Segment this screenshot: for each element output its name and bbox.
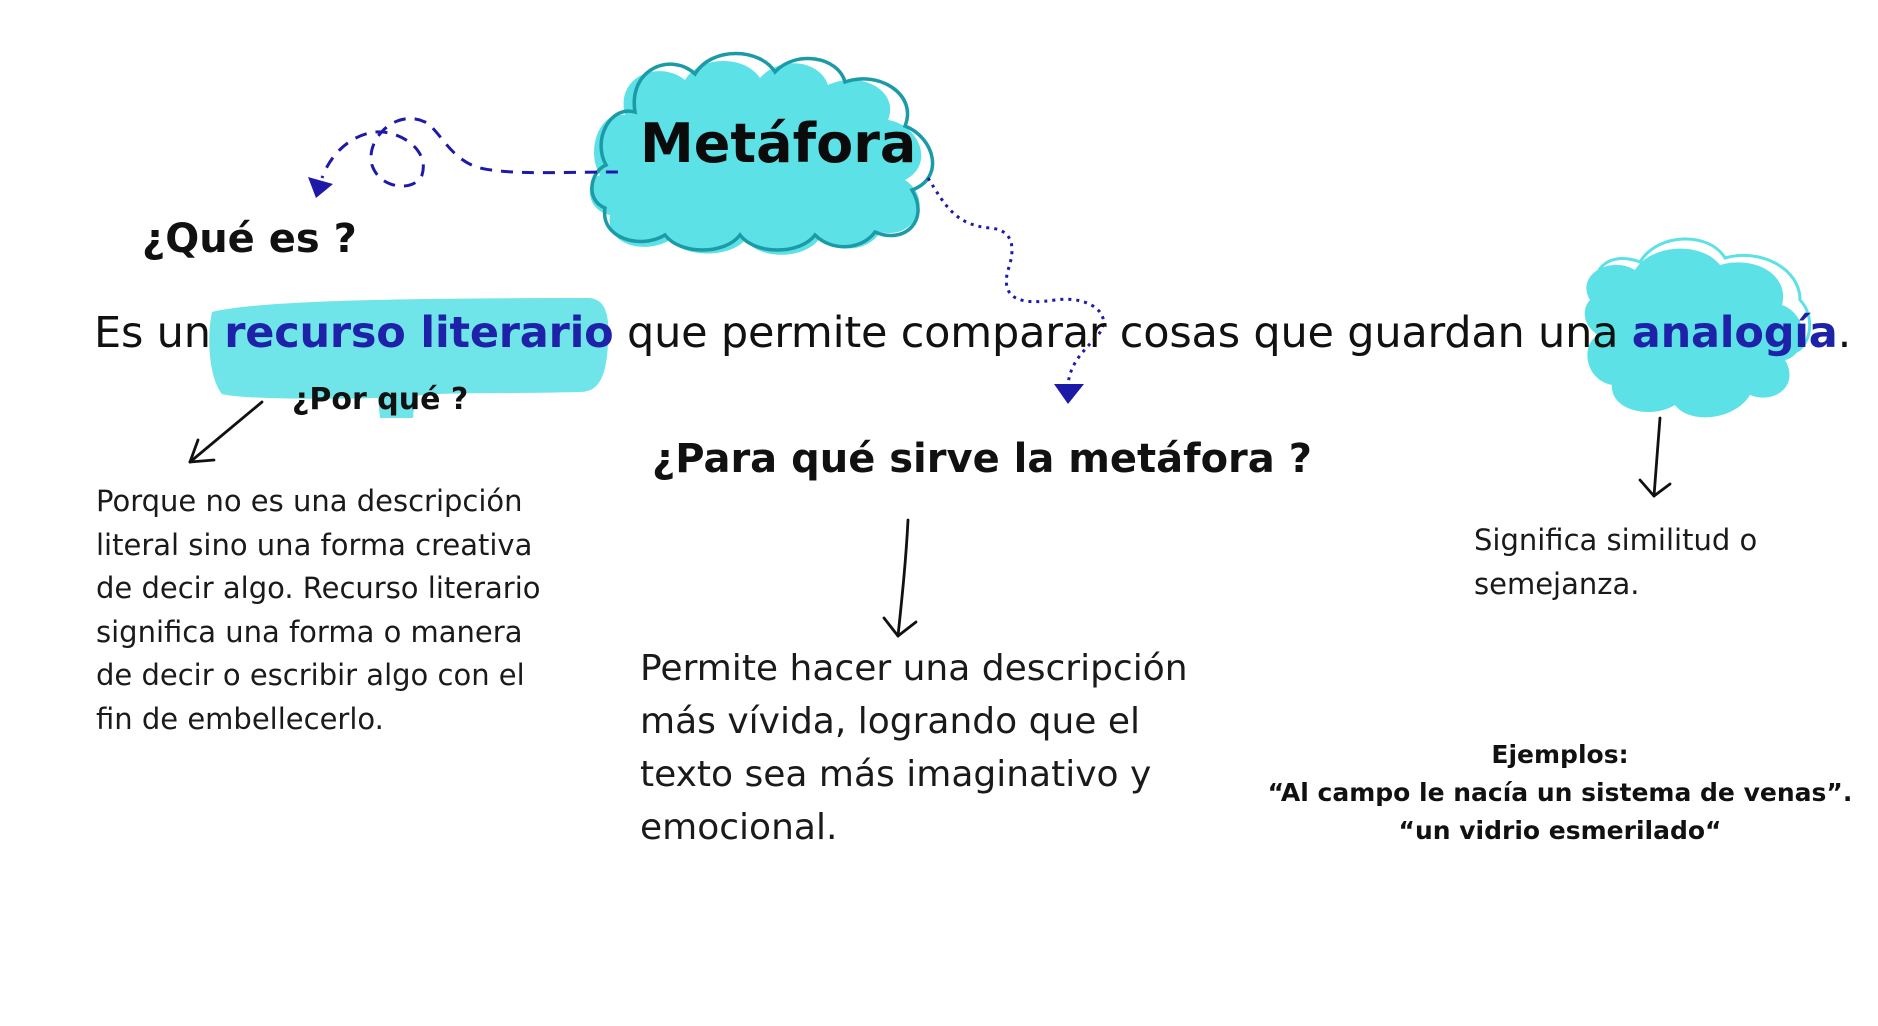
examples-heading: Ejemplos:	[1491, 740, 1629, 769]
examples-block	[1240, 736, 1878, 850]
example-1: “Al campo le nacía un sistema de venas”.	[1267, 778, 1853, 807]
definition-sentence	[94, 308, 1851, 358]
definition-part-3: .	[1837, 308, 1852, 358]
dotted-curly-arrow-icon	[928, 178, 1103, 404]
question-purpose-heading: ¿Para qué sirve la metáfora ?	[652, 436, 1312, 482]
purpose-answer-text: Permite hacer una descripción más vívida, logrando que el texto sea más imaginativo y emocional.	[640, 648, 1188, 848]
arrow-to-why-answer-icon	[190, 402, 262, 462]
why-answer-text: Porque no es una descripción literal sino una forma creativa de decir algo. Recurso literario significa una forma o manera de decir o escribir algo con el fin de embellecerlo.	[96, 484, 541, 736]
highlight-analogia: analogía	[1631, 308, 1838, 358]
definition-part-1: Es un	[94, 308, 225, 358]
arrow-to-purpose-answer-icon	[884, 520, 916, 636]
dashed-curly-arrow-icon	[308, 119, 618, 198]
question-what-heading: ¿Qué es ?	[142, 216, 357, 262]
arrow-to-analogy-meaning-icon	[1640, 418, 1670, 496]
question-why-heading: ¿Por qué ?	[292, 382, 469, 417]
example-2: “un vidrio esmerilado“	[1398, 816, 1722, 845]
analogy-meaning-text: Significa similitud o semejanza.	[1474, 523, 1758, 601]
definition-part-2: que permite comparar cosas que guardan una	[613, 308, 1632, 358]
title-metafora: Metáfora	[640, 112, 917, 175]
highlight-recurso-literario: recurso literario	[224, 308, 614, 358]
